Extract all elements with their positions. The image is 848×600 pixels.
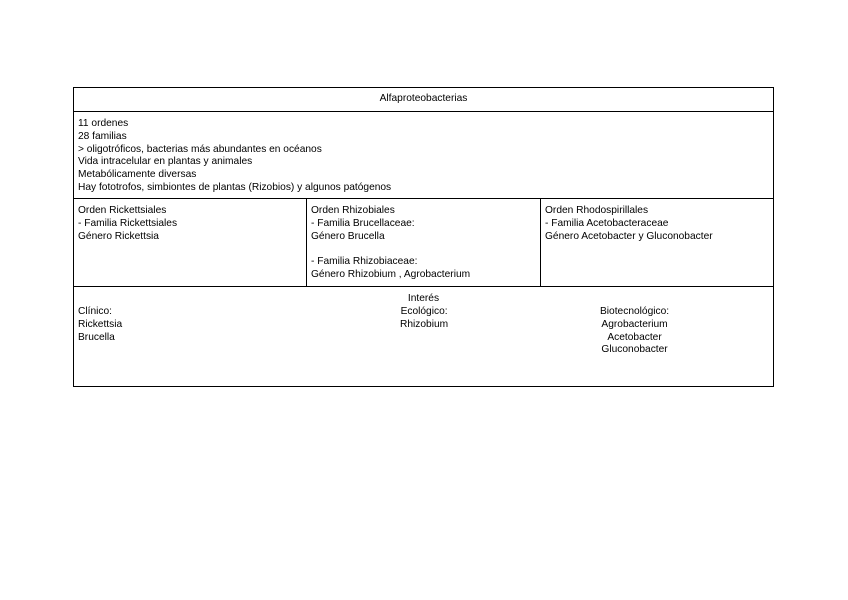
interest-item: Agrobacterium — [601, 318, 668, 330]
interest-biotechnological — [600, 306, 669, 357]
summary-line: Hay fototrofos, simbiontes de plantas (Rizobios) y algunos patógenos — [78, 181, 392, 193]
summary-line: 28 familias — [78, 130, 127, 142]
table-title-row — [74, 88, 773, 112]
summary-line: Vida intracelular en plantas y animales — [78, 156, 253, 168]
interest-heading: Interés — [407, 293, 440, 304]
order-cell-rhizobiales — [307, 199, 541, 287]
interest-item: Gluconobacter — [601, 344, 668, 356]
interest-item: Brucella — [78, 331, 115, 343]
order-cell-rhodospirillales — [541, 199, 773, 287]
orders-row — [74, 199, 773, 287]
interest-row — [74, 287, 773, 386]
interest-clinical — [78, 306, 122, 344]
line-spacer — [311, 243, 540, 256]
summary-line: Metabólicamente diversas — [78, 169, 197, 181]
order-detail: Género Rickettsia — [78, 230, 159, 242]
order-detail: Género Rhizobium , Agrobacterium — [311, 268, 471, 280]
order-cell-rickettsiales — [74, 199, 307, 287]
order-detail: - Familia Acetobacteraceae — [545, 217, 669, 229]
interest-ecological — [400, 306, 448, 332]
order-detail: - Familia Rickettsiales — [78, 217, 178, 229]
table-title: Alfaproteobacterias — [379, 93, 468, 105]
interest-label: Clínico: — [78, 306, 112, 317]
summary-line: 11 ordenes — [78, 118, 129, 129]
summary-line: > oligotróficos, bacterias más abundantes en océanos — [78, 143, 322, 155]
order-detail: - Familia Brucellaceae: — [311, 217, 415, 229]
order-detail: Género Brucella — [311, 230, 385, 242]
interest-label: Ecológico: — [400, 306, 448, 317]
summary-table — [73, 87, 774, 387]
interest-item: Rickettsia — [78, 318, 123, 330]
interest-item: Acetobacter — [607, 331, 662, 343]
interest-item: Rhizobium — [400, 318, 449, 330]
order-name: Orden Rickettsiales — [78, 205, 167, 216]
order-detail: Género Acetobacter y Gluconobacter — [545, 230, 713, 242]
interest-label: Biotecnológico: — [600, 306, 670, 317]
order-name: Orden Rhizobiales — [311, 205, 395, 216]
order-detail: - Familia Rhizobiaceae: — [311, 256, 418, 268]
order-name: Orden Rhodospirillales — [545, 205, 649, 216]
summary-row — [74, 112, 773, 199]
